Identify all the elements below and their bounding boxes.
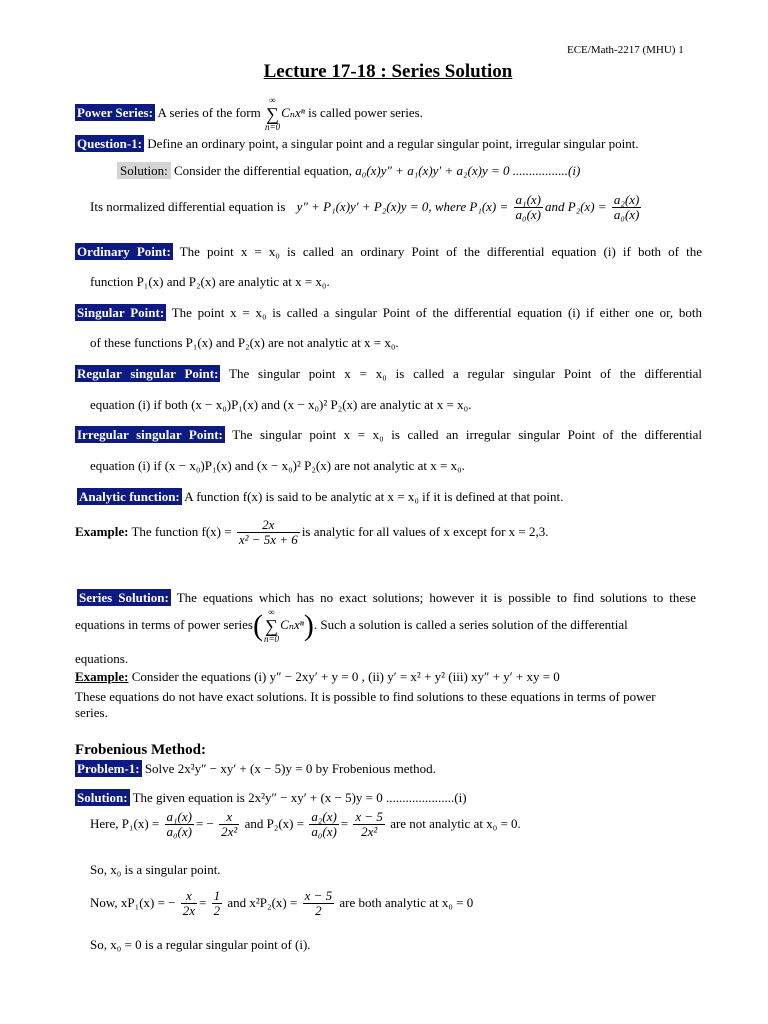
example-equations: Example: Consider the equations (i) y″ − 2xy′ + y = 0 , (ii) y′ = x² + y² (iii) xy″ + y′ + xy = 0 (75, 669, 560, 684)
analytic-function: Analytic function: A function f(x) is said to be analytic at x = x₀ if it is defined at that point. (79, 489, 564, 504)
normalized-equation: Its normalized differential equation is y″ + P₁(x)y′ + P₂(x)y = 0, where P₁(x) = $\frac{\text{a₁(x)}}{\text{a₀(x)}}$ and P₂(x) = $\frac{\text{a₂(x)}}{\text{a₀(x)}}$ (90, 192, 640, 223)
series-solution-line2: equations in terms of power series( ∞ ∑ n=0Cₙxⁿ). Such a solution is called a series solution of the differential (75, 607, 628, 644)
ordinary-point-line1: Ordinary Point: The point x = x₀ is called an ordinary Point of the differential equation (i) if both of the (77, 244, 702, 259)
fraction-p1: $\frac{\text{a₁(x)}}{\text{a₀(x)}}$ (515, 192, 541, 223)
question-1-solution: Solution: Consider the differential equation, a₀(x)y″ + a₁(x)y′ + a₂(x)y = 0 .................(i) (117, 163, 580, 179)
irregular-singular-line1: Irregular singular Point: The singular point x = x₀ is called an irregular singular Point of the differential (77, 427, 702, 442)
here-step: Here, P₁(x) = $\frac{\text{a₁(x)}}{\text{a₀(x)}}$ = − $\frac{x}{\text{2x²}}$ and P₂(x) = $\frac{\text{a₂(x)}}{\text{a₀(x)}}$ = $\frac{x - 5}{\text{2x²}}$ are not analytic at x₀ = 0. (90, 809, 521, 840)
series-solution-line1: Series Solution: The equations which has no exact solutions; however it is possible to find solutions to these (79, 590, 696, 605)
example-label: Example: (75, 523, 129, 539)
summation-symbol: ∞ ∑ n=0 (263, 607, 280, 644)
question-1-label: Question-1: (77, 136, 142, 151)
singular-point-label: Singular Point: (77, 305, 165, 320)
example-analytic: Example: The function f(x) = $\frac{2x}{\text{x² − 5x + 6}}$ is analytic for all values of x except for x = 2,3. (75, 517, 549, 548)
regular-singular-line1: Regular singular Point: The singular point x = x₀ is called a regular singular Point of the differential (77, 366, 702, 381)
page-header: ECE/Math-2217 (MHU) 1 (567, 44, 684, 56)
now-step: Now, xP₁(x) = − $\frac{x}{2x}$ = $\frac{1}{2}$ and x²P₂(x) = $\frac{x - 5}{2}$ are both analytic at x₀ = 0 (90, 888, 474, 919)
question-1: Question-1: Define an ordinary point, a singular point and a regular singular point, irregular singular point. (77, 136, 639, 151)
regular-singular-line2: equation (i) if both (x − x₀)P₁(x) and (x − x₀)² P₂(x) are analytic at x = x₀. (90, 397, 472, 412)
problem-1-label: Problem-1: (77, 761, 140, 776)
example-label: Example: (75, 669, 129, 684)
singular-point-line2: of these functions P₁(x) and P₂(x) are not analytic at x = x₀. (90, 335, 399, 350)
ordinary-point-line2: function P₁(x) and P₂(x) are analytic at x = x₀. (90, 274, 330, 289)
frobenius-heading: Frobenious Method: (75, 742, 206, 758)
solution-label: Solution: (117, 162, 171, 179)
series-solution-label: Series Solution: (79, 590, 169, 605)
page-title: Lecture 17-18 : Series Solution (263, 61, 513, 82)
irregular-singular-label: Irregular singular Point: (77, 427, 223, 442)
series-solution-line3: equations. (75, 651, 129, 666)
singular-point-line1: Singular Point: The point x = x₀ is called a singular Point of the differential equation (i) if either one or, both (77, 305, 703, 320)
irregular-singular-line2: equation (i) if (x − x₀)P₁(x) and (x − x₀)² P₂(x) are not analytic at x = x₀. (90, 458, 465, 473)
ordinary-point-label: Ordinary Point: (77, 244, 171, 259)
so-regular-singular: So, x₀ = 0 is a regular singular point of (i). (90, 937, 311, 952)
problem-1: Problem-1: Solve 2x²y″ − xy′ + (x − 5)y = 0 by Frobenious method. (77, 761, 436, 776)
analytic-function-label: Analytic function: (79, 489, 180, 504)
so-singular: So, x₀ is a singular point. (90, 862, 221, 877)
fraction-example: $\frac{2x}{\text{x² − 5x + 6}}$ (238, 517, 298, 548)
solution-label: Solution: (77, 790, 128, 805)
problem-1-solution: Solution: The given equation is 2x²y″ − xy′ + (x − 5)y = 0 .....................(i) (77, 790, 467, 805)
power-series-definition: Power Series: A series of the form ∞ ∑ n=0Cₙxⁿ is called power series. (77, 95, 423, 132)
summation-symbol: ∞ ∑ n=0 (265, 95, 281, 132)
power-series-label: Power Series: (77, 104, 153, 120)
regular-singular-label: Regular singular Point: (77, 366, 219, 381)
fraction-p2: $\frac{\text{a₂(x)}}{\text{a₀(x)}}$ (613, 192, 640, 223)
example-equations-note: These equations do not have exact solutions. It is possible to find solutions to these equations in terms of power series. (75, 689, 656, 721)
